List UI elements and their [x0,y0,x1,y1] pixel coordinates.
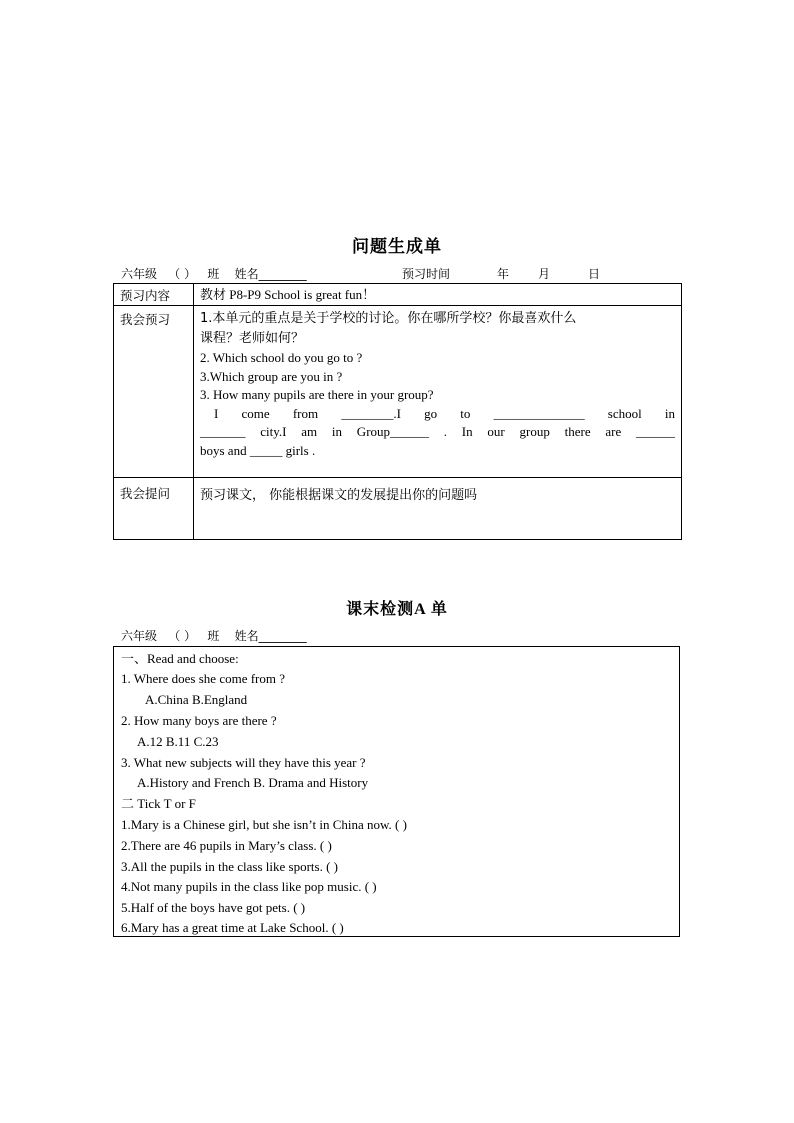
tf-statement-1: 1.Mary is a Chinese girl, but she isn’t in China now. ( ) [121,817,407,832]
row-content [194,284,682,306]
tf-statement-2: 2.There are 46 pupils in Mary’s class. ( ) [121,838,332,853]
sheet2-title: 课末检测A 单 [346,601,448,618]
question-2: 2. How many boys are there ? [121,713,277,728]
tf-statement-3: 3.All the pupils in the class like sports. ( ) [121,859,339,874]
month-label: 月 [538,267,551,281]
preview-question-2: 2. Which school do you go to ? [200,350,363,365]
table-row [114,306,682,478]
fill-line-2: _______ city.I am in Group______ . In our group there are ______ [200,424,675,439]
row-label-content: 预习内容 [114,284,194,306]
day-label: 日 [588,267,601,281]
class-label: 班 [207,629,220,643]
class-paren: （ ） [168,267,197,281]
question-1: 1. Where does she come from ? [121,671,286,686]
row-content [194,306,682,478]
table-row [114,284,682,306]
question-1-options: A.China B.England [145,692,248,707]
preview-table [113,283,682,540]
fill-line-1: I come from ________.I go to ______________ school in [214,405,675,421]
grade-label: 六年级 [121,267,158,281]
row-label-preview: 我会预习 [114,306,194,478]
textbook-line: 教材 P8-P9 School is great fun！ [200,287,376,302]
section-2-heading: 二 Tick T or F [121,796,196,811]
sheet1-title: 问题生成单 [352,237,442,257]
preview-question-4: 3. How many pupils are there in your group? [200,387,434,402]
preview-question-3: 3.Which group are you in ? [200,368,343,384]
preview-question-1a: 1.本单元的重点是关于学校的讨论。你在哪所学校？你最喜欢什么 [200,311,577,326]
table-row [114,478,682,540]
class-paren: （ ） [168,629,197,643]
preview-question-1b: 课程？老师如何？ [200,331,305,346]
question-3: 3. What new subjects will they have this year ? [121,755,366,770]
section-1-heading: 一、Read and choose: [121,651,239,666]
name-label: 姓名________ [234,629,307,643]
ask-prompt: 预习课文， 你能根据课文的发展提出你的问题吗 [200,488,478,503]
tf-statement-5: 5.Half of the boys have got pets. ( ) [121,900,306,915]
question-2-options: A.12 B.11 C.23 [137,734,219,749]
year-label: 年 [497,267,510,281]
sheet2-header [121,627,307,644]
row-label-ask: 我会提问 [114,478,194,540]
tf-statement-6: 6.Mary has a great time at Lake School. ( ) [121,920,344,935]
sheet1-header [121,265,307,282]
row-content [194,478,682,540]
preview-time-label: 预习时间 [402,267,451,281]
class-label: 班 [207,267,220,281]
name-label: 姓名________ [234,267,307,281]
question-3-options: A.History and French B. Drama and History [137,775,369,790]
grade-label: 六年级 [121,629,158,643]
quiz-box [113,646,680,937]
fill-line-3: boys and _____ girls . [200,442,316,458]
tf-statement-4: 4.Not many pupils in the class like pop music. ( ) [121,879,377,894]
